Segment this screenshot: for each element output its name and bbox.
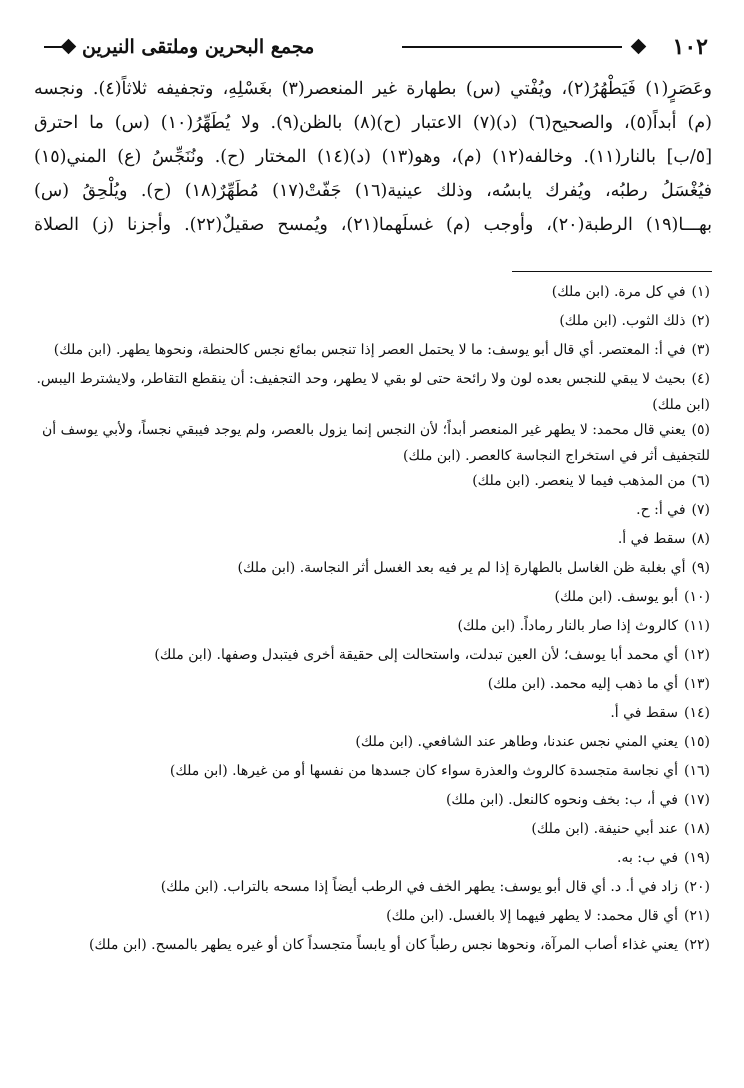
footnote (30, 556, 710, 585)
footnote-number: (٥) (691, 422, 710, 438)
footnote (30, 672, 710, 701)
footnote-number: (٢١) (684, 908, 710, 924)
footnote-number: (١٥) (684, 734, 710, 750)
footnote (30, 469, 710, 498)
footnote-number: (٢) (691, 313, 710, 329)
header-rule-end (44, 46, 66, 48)
footnote-text: أي قال محمد: لا يطهر فيهما إلا بالغسل. (ابن ملك) (386, 908, 679, 924)
footnote-text: أي ما ذهب إليه محمد. (ابن ملك) (487, 676, 679, 692)
footnote (30, 585, 710, 614)
footnote (30, 643, 710, 672)
footnote-text: سقط في أ. (617, 531, 686, 547)
footnote-text: يعني غذاء أصاب المرآة، ونحوها نجس رطباً كان أو يابساً متجسداً كان أو غيره يطهر بالمسح. (ابن ملك) (88, 937, 679, 953)
footnote-text: سقط في أ. (610, 705, 679, 721)
footnote (30, 788, 710, 817)
footnote-number: (١) (691, 284, 710, 300)
footnote (30, 730, 710, 759)
main-text-line: [٥/ب] بالنار(١١). وخالفه(١٢) (م)، وهو(١٣) (د)(١٤) المختار (ح). ونُنَجِّسُ (ع) المني(١٥) (34, 147, 712, 167)
main-text-line: (م) أبداً(٥)، والصحيح(٦) (د)(٧) الاعتبار (ح)(٨) بالظن(٩). ولا يُطَهِّرُ(١٠) (س) ما احترق (34, 113, 712, 133)
footnote-number: (١٣) (684, 676, 710, 692)
running-title: مجمع البحرين وملتقى النيرين (82, 36, 315, 58)
footnote-number: (٤) (691, 371, 710, 387)
footnotes (30, 280, 710, 962)
footnote (30, 309, 710, 338)
footnote-number: (٦) (691, 473, 710, 489)
footnote-text: عند أبي حنيفة. (ابن ملك) (531, 821, 679, 837)
footnote-number: (١٨) (684, 821, 710, 837)
footnote-text: في ب: به. (617, 850, 679, 866)
footnote-number: (١٤) (684, 705, 710, 721)
footnote (30, 614, 710, 643)
footnote (30, 701, 710, 730)
diamond-ornament-icon (631, 39, 647, 55)
footnote-text: يعني قال محمد: لا يطهر غير المنعصر أبداً؛ لأن النجس إنما يزول بالعصر، ولم يوجد فيبقي نجساً، ولأبي يوسف أن للتجفيف أثر في استخراج النجاسة كالعصر. (ابن ملك) (42, 422, 710, 464)
footnote-text: بحيث لا يبقي للنجس بعده لون ولا رائحة حتى لو بقي لا يطهر، وحد التجفيف: أن ينقطع التقاطر، ولايشترط اليبس. (ابن ملك) (36, 371, 710, 413)
footnote-number: (١٧) (684, 792, 710, 808)
footnote (30, 280, 710, 309)
footnote-text: ذلك الثوب. (ابن ملك) (559, 313, 686, 329)
footnote (30, 817, 710, 846)
footnote (30, 846, 710, 875)
footnote-text: في أ: ح. (636, 502, 686, 518)
footnote-text: في أ، ب: بخف ونحوه كالنعل. (ابن ملك) (445, 792, 679, 808)
page-number: ١٠٢ (672, 34, 708, 60)
footnote-text: من المذهب فيما لا ينعصر. (ابن ملك) (472, 473, 686, 489)
footnote-text: أي محمد أبا يوسف؛ لأن العين تبدلت، واستحالت إلى حقيقة أخرى فيتبدل وصفها. (ابن ملك) (154, 647, 679, 663)
page-header (30, 34, 714, 60)
footnote-number: (٢٢) (684, 937, 710, 953)
footnote-number: (٢٠) (684, 879, 710, 895)
footnote-number: (١٦) (684, 763, 710, 779)
footnote-text: أي نجاسة متجسدة كالروث والعذرة سواء كان جسدها من نفسها أو من غيرها. (ابن ملك) (169, 763, 679, 779)
footnote-number: (٩) (691, 560, 710, 576)
footnote-text: في كل مرة. (ابن ملك) (551, 284, 686, 300)
footnote-text: أي بغلبة ظن الغاسل بالطهارة إذا لم ير فيه بعد الغسل أثر النجاسة. (ابن ملك) (237, 560, 686, 576)
footnote-separator (512, 271, 712, 272)
main-text-line: وعَصَرٍ(١) فَيَطْهُرُ(٢)، ويُفْتي (س) بطهارة غير المنعصر(٣) بغَسْلِهِ، وتجفيفه ثلاثاً(٤). ونجسه (34, 79, 712, 99)
footnote (30, 498, 710, 527)
footnote (30, 759, 710, 788)
main-text-line: بهـــا(١٩) الرطبة(٢٠)، وأوجب (م) غسلَهما(٢١)، ويُمسح صقيلٌ(٢٢). وأجزنا (ز) الصلاة (34, 215, 712, 235)
main-text-line: فيُغْسَلُ رطبُه، ويُفرك يابسُه، وذلك عينية(١٦) جَفّتْ(١٧) مُطَهِّرٌ(١٨) (ح). ويُلْحِقُ (س) (34, 181, 712, 201)
footnote-number: (١٠) (684, 589, 710, 605)
footnote-number: (١٩) (684, 850, 710, 866)
header-rule (402, 46, 622, 48)
footnote (30, 338, 710, 367)
footnote-text: كالروث إذا صار بالنار رماداً. (ابن ملك) (457, 618, 679, 634)
footnote (30, 933, 710, 962)
footnote-number: (٣) (691, 342, 710, 358)
footnote-text: في أ: المعتصر. أي قال أبو يوسف: ما لا يحتمل العصر إذا تنجس بمائع نجس كالحنطة، ونحوها يطهر. (ابن ملك) (53, 342, 686, 358)
footnote (30, 904, 710, 933)
footnote-number: (١٢) (684, 647, 710, 663)
footnote (30, 527, 710, 556)
footnote-number: (٨) (691, 531, 710, 547)
footnote-text: زاد في أ. د. أي قال أبو يوسف: يطهر الخف في الرطب أيضاً إذا مسحه بالتراب. (ابن ملك) (160, 879, 679, 895)
footnote (30, 418, 710, 469)
footnote-text: أبو يوسف. (ابن ملك) (554, 589, 679, 605)
footnote-text: يعني المني نجس عندنا، وطاهر عند الشافعي. (ابن ملك) (355, 734, 679, 750)
footnote-number: (١١) (684, 618, 710, 634)
main-text (34, 72, 712, 242)
footnote (30, 367, 710, 418)
footnote (30, 875, 710, 904)
footnote-number: (٧) (691, 502, 710, 518)
